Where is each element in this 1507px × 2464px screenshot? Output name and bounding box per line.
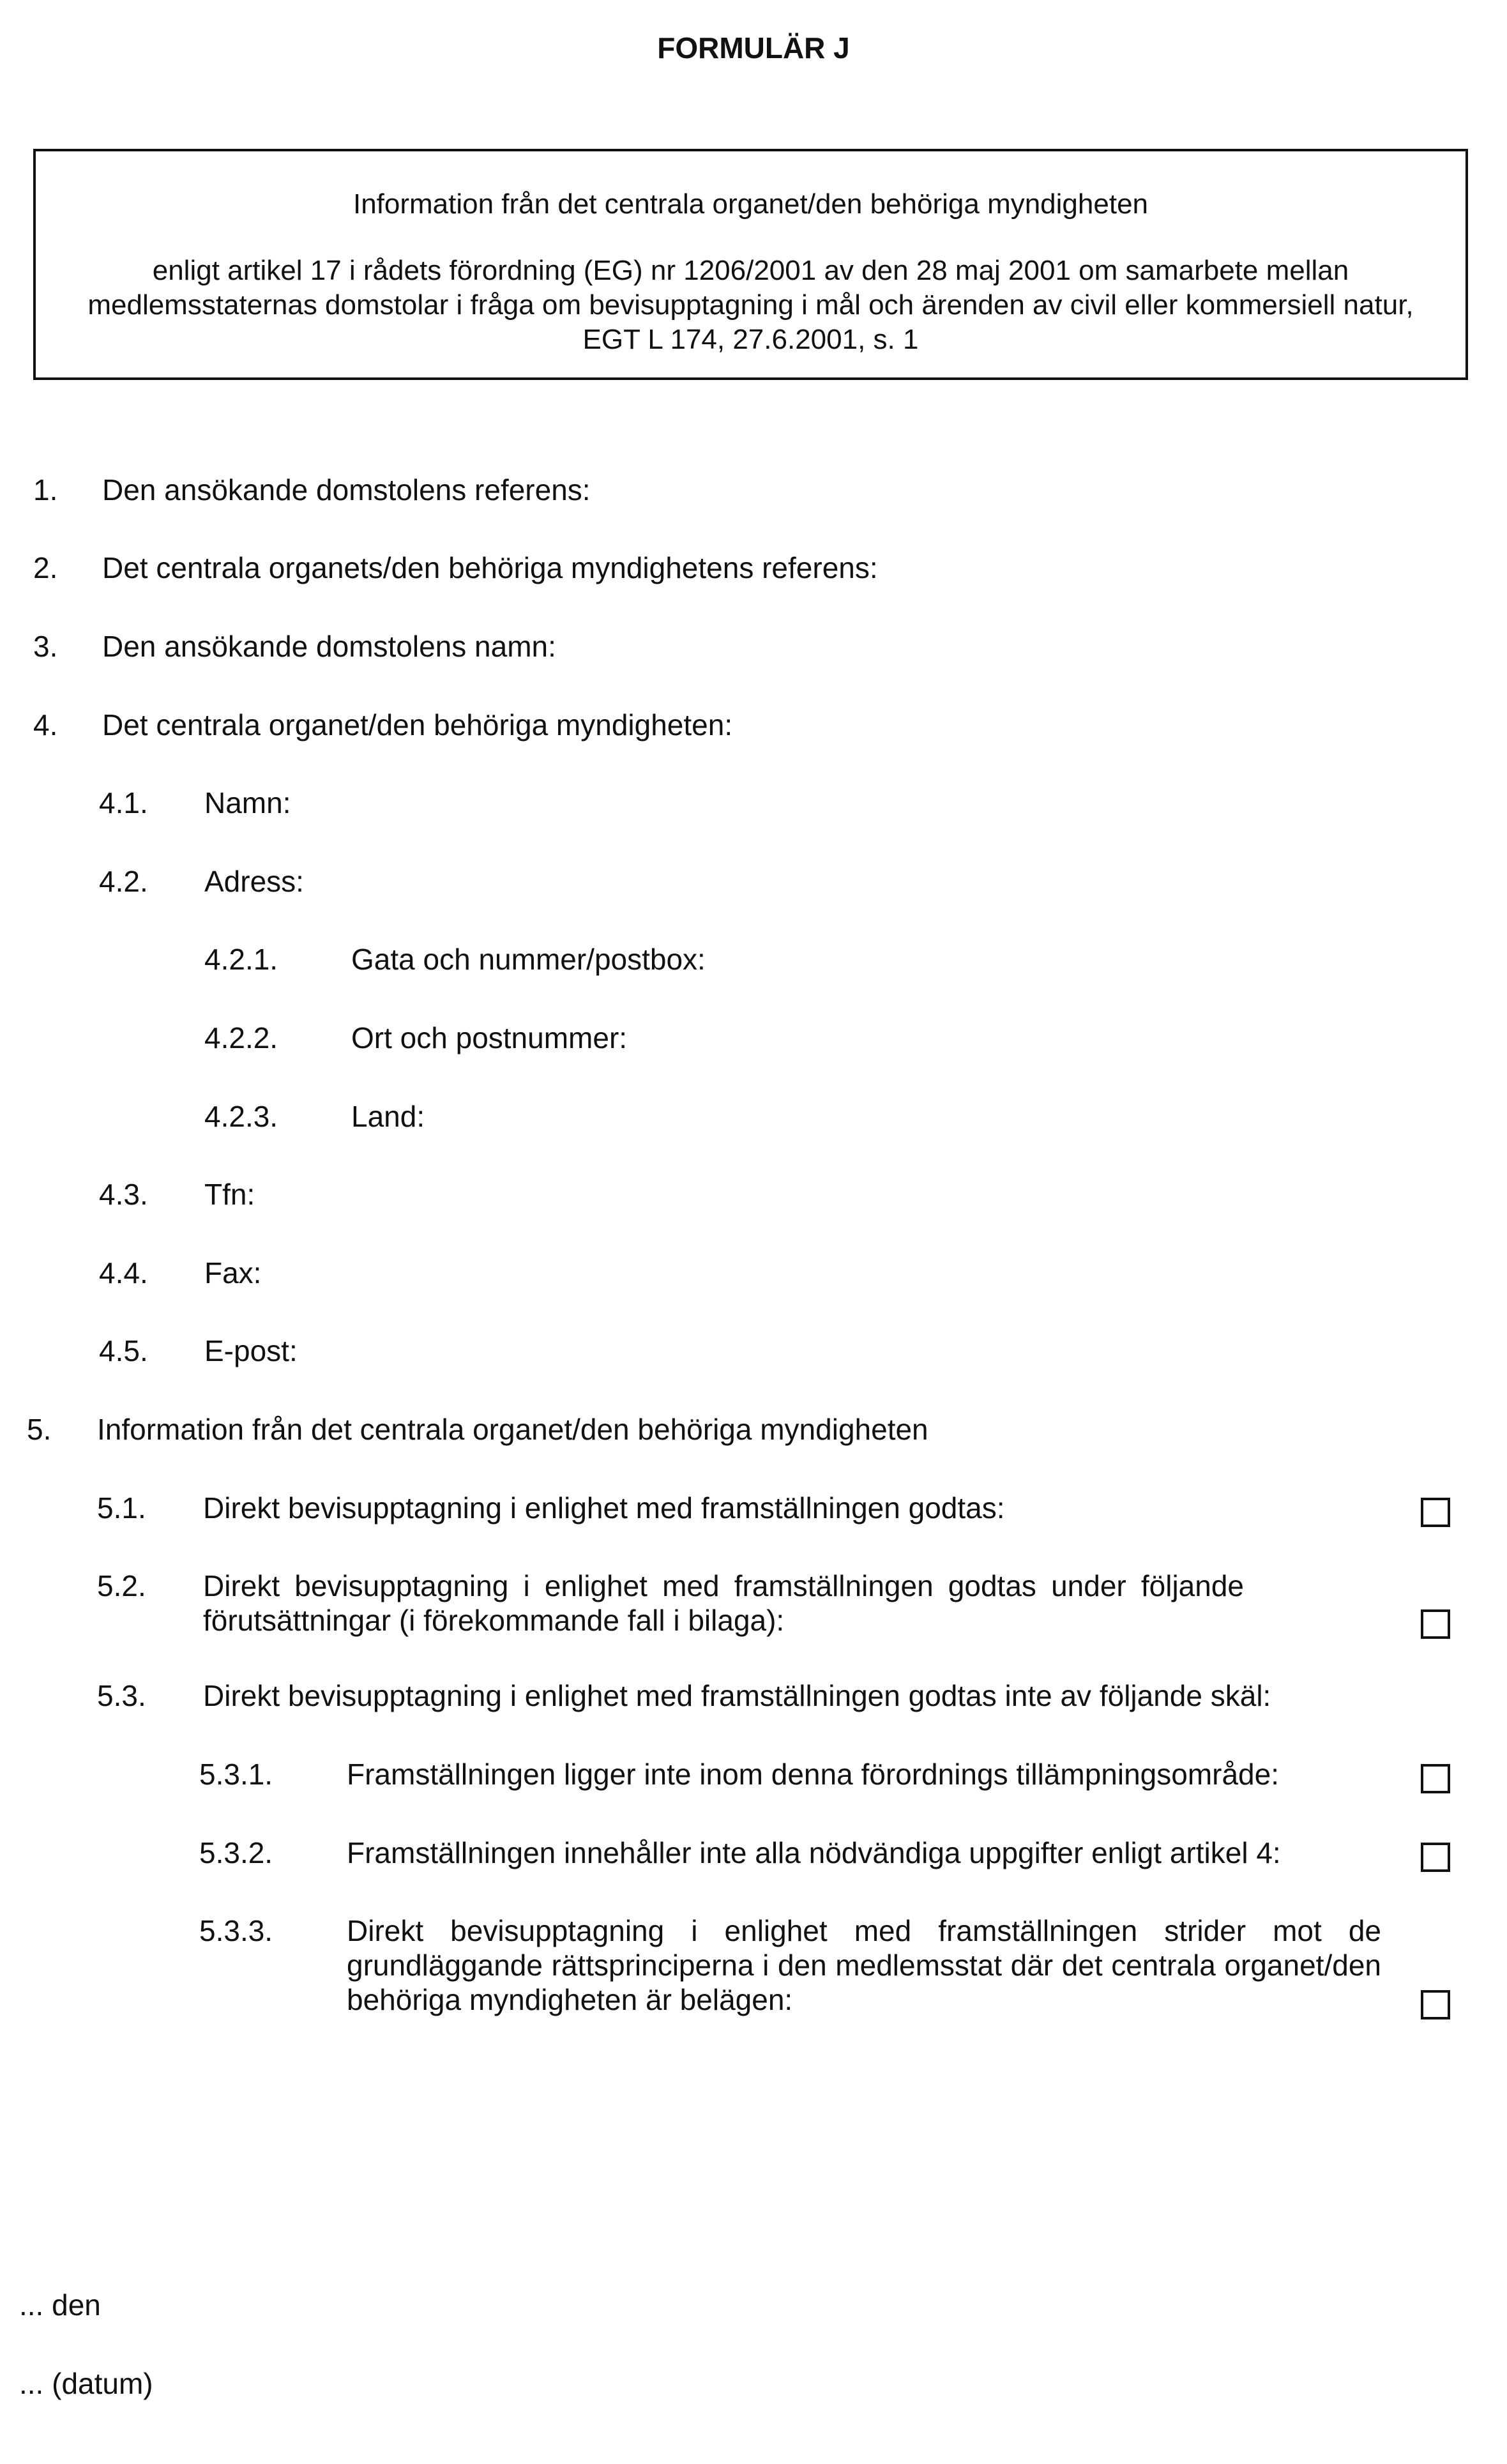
header-info-box [33,149,1468,380]
header-box-title: Information från det centrala organet/den behöriga myndigheten [352,188,1149,220]
item-number: 4.1. [99,786,148,819]
item-number: 5.3.3. [199,1914,273,1947]
contrary-to-principles-checkbox[interactable] [1421,1990,1450,2019]
item-label: Det centrala organets/den behöriga myndighetens referens: [102,551,878,584]
item-number: 4.3. [99,1178,148,1211]
item-number: 4.4. [99,1256,148,1289]
item-number: 4.2. [99,865,148,898]
item-label: Den ansökande domstolens namn: [102,630,556,663]
item-label: Gata och nummer/postbox: [351,943,706,976]
item-label: Information från det centrala organet/den behöriga myndigheten [97,1413,928,1446]
item-number: 4.2.1. [204,943,278,976]
item-number: 4.2.2. [204,1021,278,1054]
item-number: 5. [27,1413,52,1446]
footer-place: ... den [19,2288,101,2322]
item-number: 5.3.1. [199,1758,273,1791]
item-label: Ort och postnummer: [351,1021,628,1054]
item-number: 1. [33,473,58,506]
header-box-reference: enligt artikel 17 i rådets förordning (EG) nr 1206/2001 av den 28 maj 2001 om samarbete mellan medlemsstaternas domstolar i fråga om bevisupptagning i mål och ärenden av civil eller kommersiell natur, EGT L 174, 27.6.2001, s. 1 [87,255,1414,355]
item-label: Den ansökande domstolens referens: [102,473,591,506]
item-number: 2. [33,551,58,584]
missing-information-checkbox[interactable] [1421,1843,1450,1872]
form-title: FORMULÄR J [657,31,850,65]
out-of-scope-checkbox[interactable] [1421,1764,1450,1793]
item-label: Tfn: [204,1178,255,1211]
item-label: Land: [351,1100,425,1133]
item-number: 4. [33,708,58,741]
item-label: Direkt bevisupptagning i enlighet med framställningen strider mot de grundläggande rättsprinciperna i den medlemsstat där det centrala organet/den behöriga myndigheten är belägen: [347,1914,1381,2016]
item-number: 4.2.3. [204,1100,278,1133]
footer-date: ... (datum) [19,2367,153,2400]
item-label: Det centrala organet/den behöriga myndigheten: [102,708,733,741]
item-number: 5.1. [97,1491,146,1525]
item-label: Framställningen ligger inte inom denna förordnings tillämpningsområde: [347,1758,1280,1791]
accepted-with-conditions-checkbox[interactable] [1421,1609,1450,1639]
item-number: 5.2. [97,1569,146,1602]
item-number: 3. [33,630,58,663]
accepted-checkbox[interactable] [1421,1498,1450,1527]
item-label: E-post: [204,1334,298,1367]
item-number: 5.3. [97,1679,146,1712]
item-label: Fax: [204,1256,262,1289]
item-label: Direkt bevisupptagning i enlighet med framställningen godtas inte av följande skäl: [203,1679,1271,1712]
item-number: 5.3.2. [199,1836,273,1869]
item-number: 4.5. [99,1334,148,1367]
item-label: Direkt bevisupptagning i enlighet med framställningen godtas: [203,1491,1005,1525]
item-label: Namn: [204,786,291,819]
item-label: Adress: [204,865,304,898]
item-label: Framställningen innehåller inte alla nödvändiga uppgifter enligt artikel 4: [347,1836,1281,1869]
item-label: Direkt bevisupptagning i enlighet med framställningen godtas under följande förutsättningar (i förekommande fall i bilaga): [203,1569,1244,1637]
